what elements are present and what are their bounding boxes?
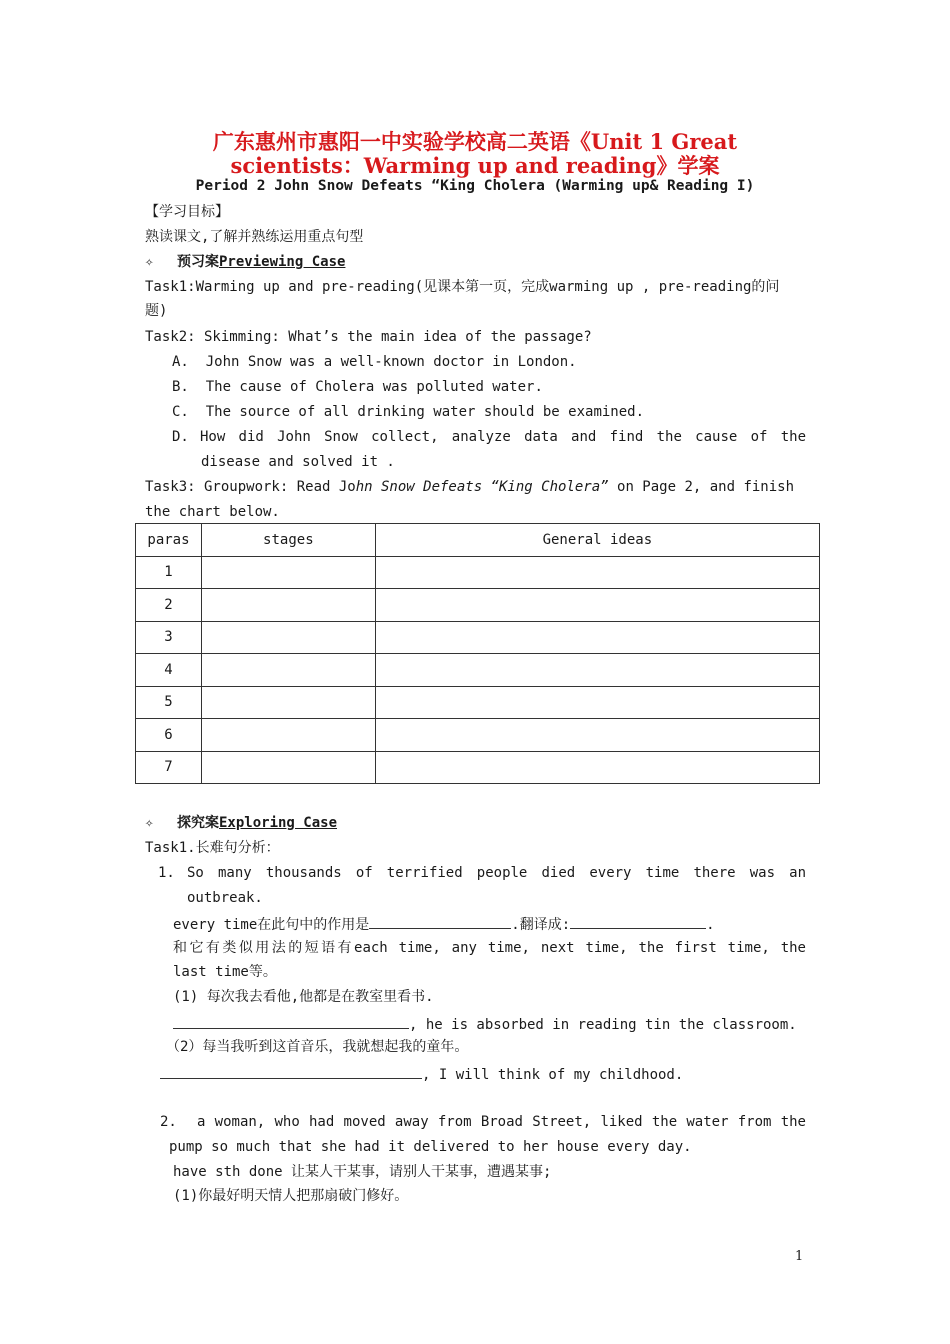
table-row	[136, 589, 820, 622]
option-text: John Snow was a well-known doctor in London.	[205, 354, 577, 370]
sentence1-text: So many thousands of terrified people died every time there was an	[187, 865, 806, 881]
stage-cell[interactable]	[201, 556, 375, 589]
sentence2-usage: have sth done 让某人干某事，请别人干某事，遭遇某事;	[173, 1164, 552, 1180]
col-header-stages: stages	[201, 524, 375, 557]
diamond-bullet-icon: ✧	[145, 254, 154, 270]
general-idea-cell[interactable]	[375, 556, 819, 589]
task2-question: Task2: Skimming: What’s the main idea of the passage?	[145, 329, 592, 345]
stage-cell[interactable]	[201, 719, 375, 752]
general-idea-cell[interactable]	[375, 654, 819, 687]
task3-suffix: on Page 2, and finish	[608, 479, 795, 495]
general-idea-cell[interactable]	[375, 589, 819, 622]
stage-cell[interactable]	[201, 751, 375, 784]
document-title-line-1: 广东惠州市惠阳一中实验学校高二英语《Unit 1 Great	[212, 129, 738, 154]
objectives-text: 熟读课文,了解并熟练运用重点句型	[145, 229, 364, 245]
period-subtitle: Period 2 John Snow Defeats “King Cholera (Warming up& Reading I)	[195, 178, 755, 194]
sentence1-number: 1.	[158, 865, 175, 881]
option-letter: C.	[172, 404, 189, 420]
example1-answer-blank[interactable]	[173, 1014, 409, 1029]
option-letter: B.	[172, 379, 189, 395]
usage-blank-translation[interactable]	[570, 914, 706, 929]
para-number: 4	[136, 654, 202, 687]
option-text: How did John Snow collect, analyze data and find the cause of the	[200, 429, 806, 445]
similar-phrases-cont: last time等。	[173, 964, 277, 980]
option-letter: A.	[172, 354, 189, 370]
stage-cell[interactable]	[201, 621, 375, 654]
explore-label-en: Exploring Case	[219, 815, 338, 831]
preview-section-heading	[145, 253, 345, 271]
sentence2-cont: pump so much that she had it delivered to her house every day.	[169, 1139, 692, 1155]
table-row	[136, 621, 820, 654]
option-letter: D.	[172, 429, 189, 445]
option-a	[172, 353, 577, 371]
option-text: The cause of Cholera was polluted water.	[205, 379, 543, 395]
para-number: 3	[136, 621, 202, 654]
example2-english	[160, 1064, 683, 1084]
page-number: 1	[795, 1249, 804, 1264]
task1-line: Task1:Warming up and pre-reading(见课本第一页，完成warming up , pre-reading的问	[145, 279, 780, 295]
diamond-bullet-icon: ✧	[145, 815, 154, 831]
general-idea-cell[interactable]	[375, 751, 819, 784]
example1-english	[173, 1014, 797, 1034]
table-row	[136, 751, 820, 784]
task3-italic-title: hn Snow Defeats “King Cholera”	[355, 479, 609, 495]
document-title-line-2: scientists：Warming up and reading》学案	[230, 153, 720, 178]
example1-chinese: (1) 每次我去看他,他都是在教室里看书.	[173, 989, 434, 1005]
col-header-paras: paras	[136, 524, 202, 557]
option-d-cont: disease and solved it .	[201, 454, 395, 470]
usage-period: .	[706, 917, 715, 933]
table-row	[136, 719, 820, 752]
stage-cell[interactable]	[201, 589, 375, 622]
explore-section-heading	[145, 814, 337, 832]
option-text: The source of all drinking water should be examined.	[205, 404, 645, 420]
para-number: 1	[136, 556, 202, 589]
example2-chinese: （2）每当我听到这首音乐，我就想起我的童年。	[166, 1039, 469, 1055]
table-row	[136, 686, 820, 719]
para-number: 5	[136, 686, 202, 719]
similar-phrases: 和它有类似用法的短语有each time, any time, next time, the first time, the	[173, 940, 806, 956]
option-c	[172, 403, 644, 421]
example2-sentence: , I will think of my childhood.	[422, 1067, 684, 1083]
task3-prefix: Task3: Groupwork: Read Jo	[145, 479, 356, 495]
table-row	[136, 556, 820, 589]
usage-translate-label: .翻译成:	[511, 917, 571, 933]
example2-answer-blank[interactable]	[160, 1064, 422, 1079]
para-number: 7	[136, 751, 202, 784]
general-idea-cell[interactable]	[375, 719, 819, 752]
task3-instruction	[145, 478, 794, 496]
sentence1-usage	[173, 914, 715, 934]
usage-text: every time在此句中的作用是	[173, 917, 370, 933]
col-header-general-ideas: General ideas	[375, 524, 819, 557]
table-header-row	[136, 524, 820, 557]
para-number: 2	[136, 589, 202, 622]
example3-chinese: (1)你最好明天情人把那扇破门修好。	[173, 1188, 409, 1204]
task1-line-cont: 题)	[145, 303, 168, 319]
stage-cell[interactable]	[201, 686, 375, 719]
table-row	[136, 654, 820, 687]
example1-sentence: , he is absorbed in reading tin the classroom.	[409, 1017, 797, 1033]
general-idea-cell[interactable]	[375, 621, 819, 654]
preview-label-en: Previewing Case	[219, 254, 346, 270]
sentence2-text: a woman, who had moved away from Broad Street, liked the water from the	[197, 1114, 806, 1130]
sentence1-cont: outbreak.	[187, 890, 263, 906]
sentence2-number: 2.	[160, 1114, 177, 1130]
objectives-heading: 【学习目标】	[145, 204, 229, 220]
option-b	[172, 378, 543, 396]
task3-instruction-cont: the chart below.	[145, 504, 280, 520]
explore-task1-heading: Task1.长难句分析：	[145, 840, 280, 856]
general-idea-cell[interactable]	[375, 686, 819, 719]
usage-blank-role[interactable]	[369, 914, 511, 929]
explore-label-cn: 探究案	[177, 815, 219, 831]
para-number: 6	[136, 719, 202, 752]
preview-label-cn: 预习案	[177, 254, 219, 270]
stage-cell[interactable]	[201, 654, 375, 687]
paragraph-chart-table	[135, 523, 820, 784]
